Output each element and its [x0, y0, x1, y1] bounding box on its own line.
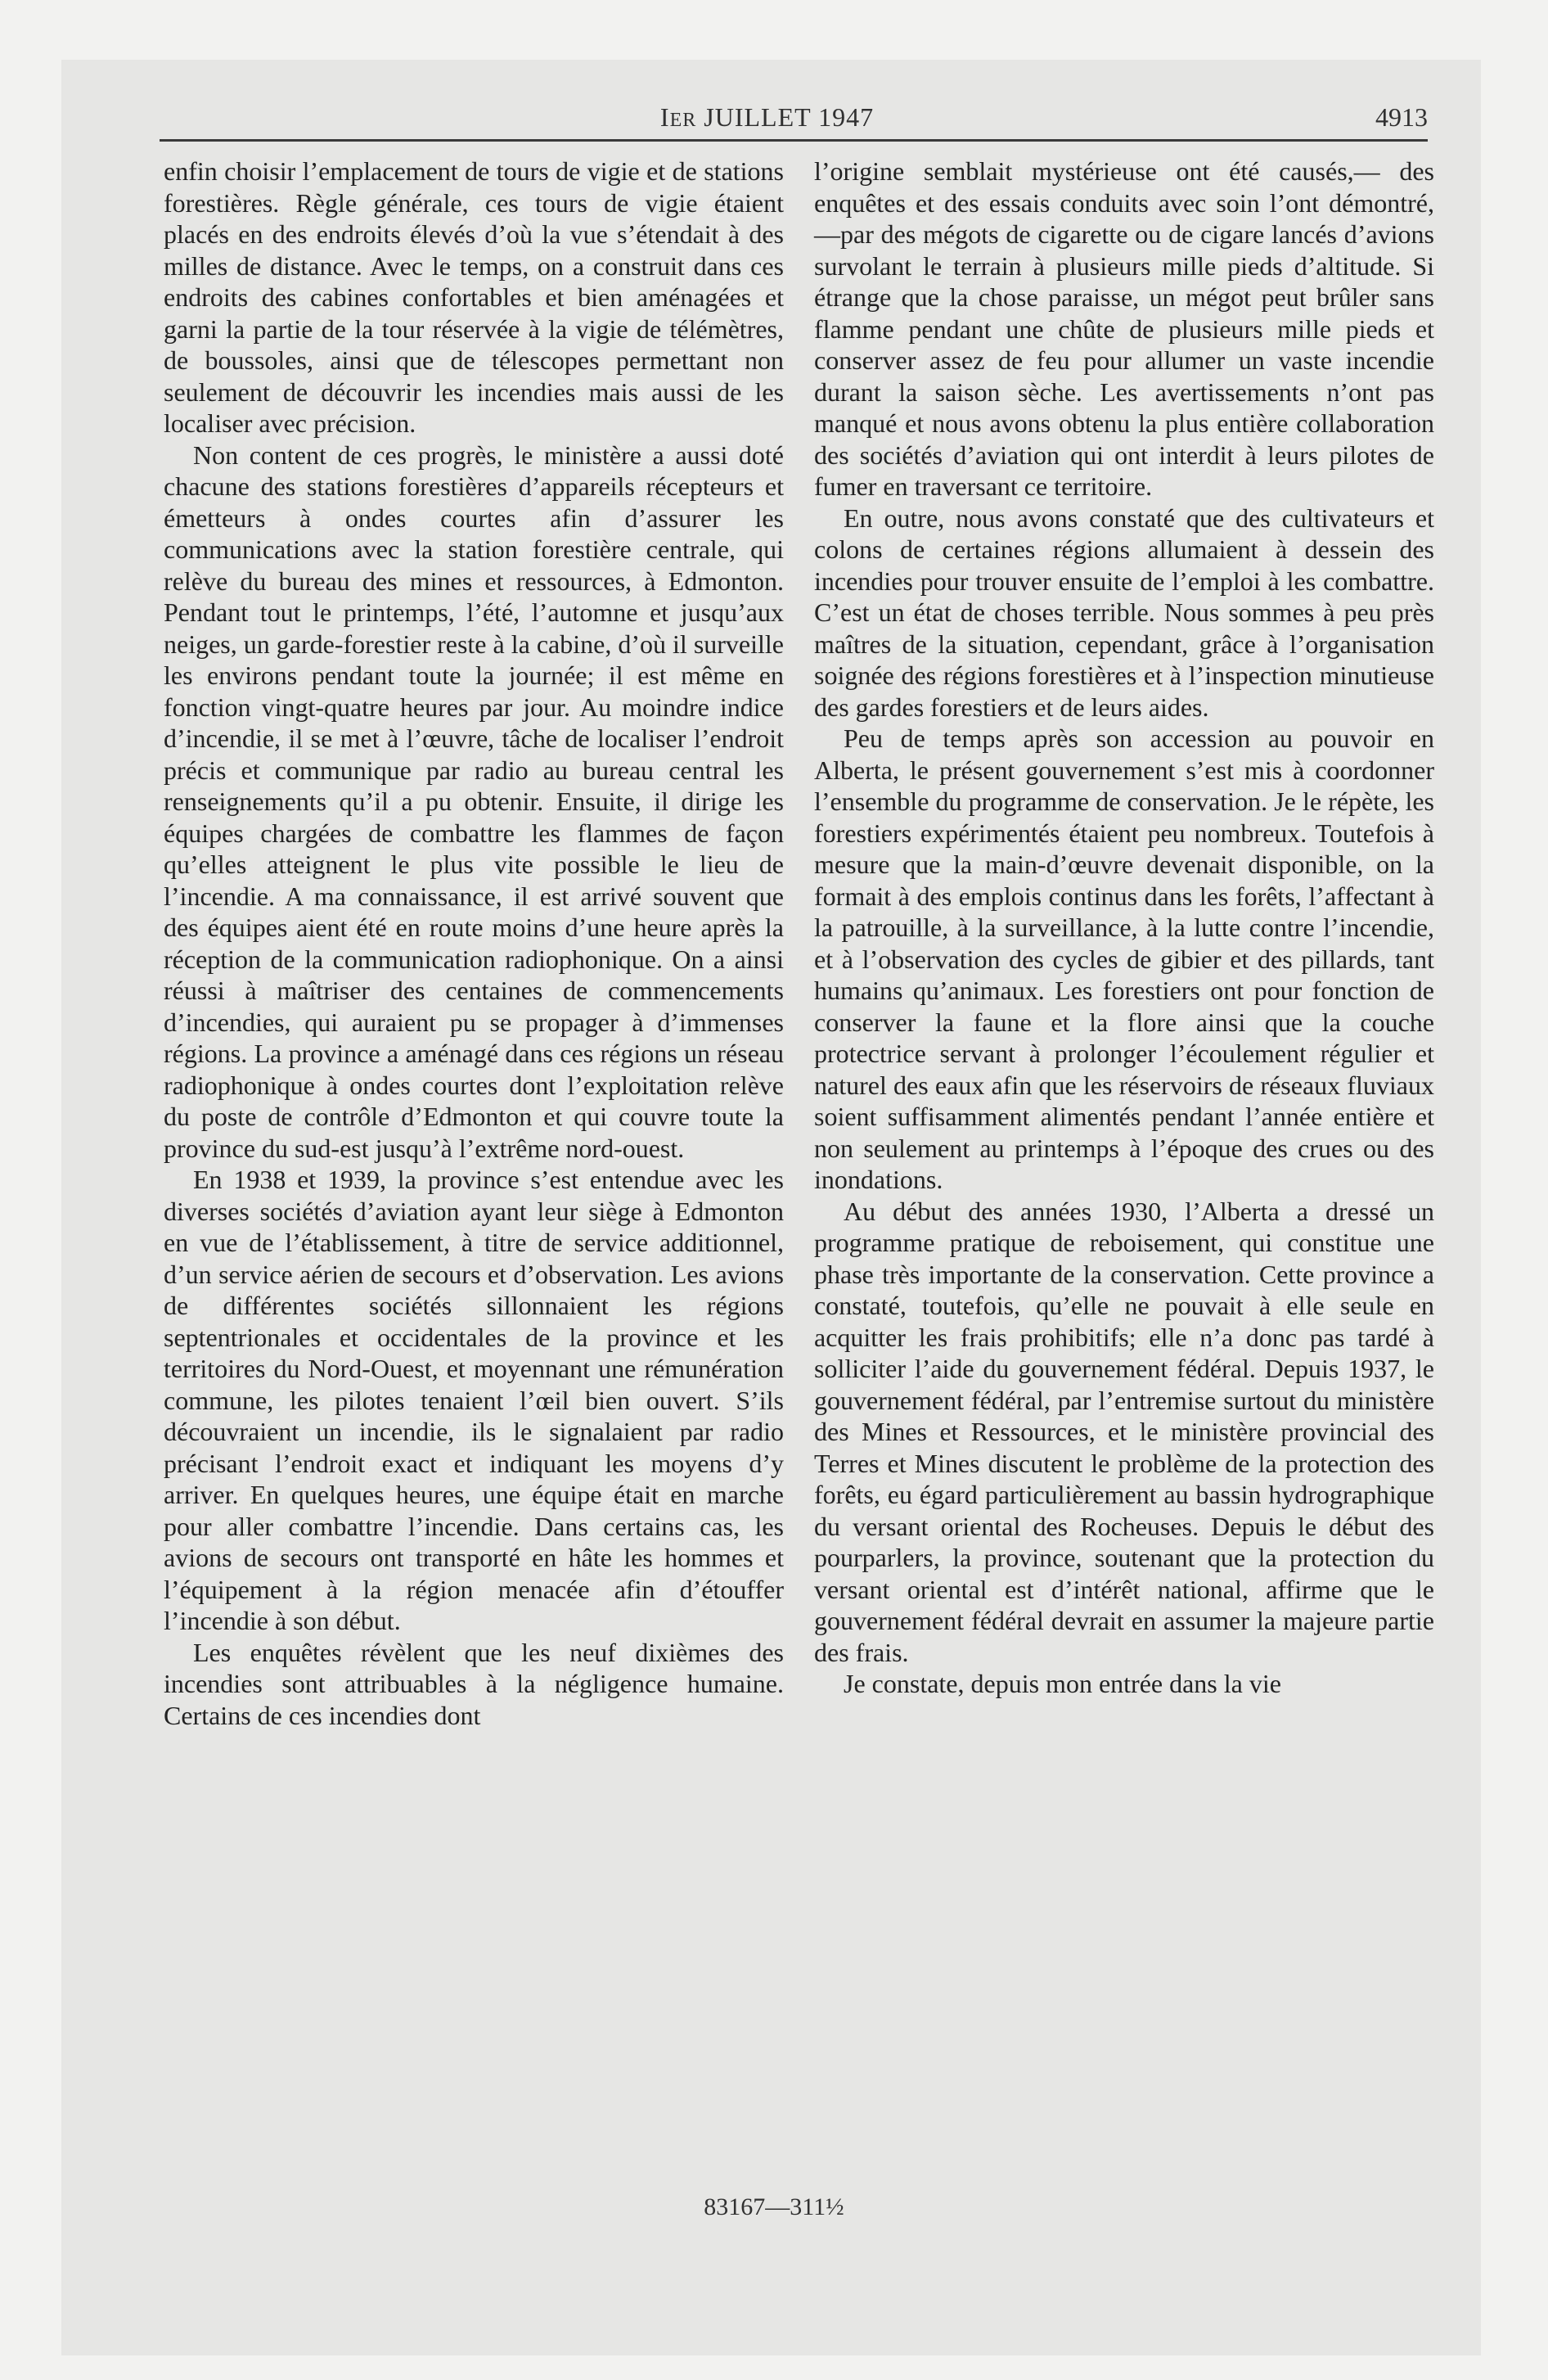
- date-prefix-small: ER: [669, 110, 697, 131]
- page-footer: 83167—311½: [704, 2193, 844, 2220]
- paragraph: enfin choisir l’emplacement de tours de vigie et de stations forestières. Règle générale, ces tours de vigie étaient placés en des endroits élevés d’où la vue s’étendait à des milles de distance. Avec le temps, on a construit dans ces endroits des cabines confortables et bien aménagées et garni la partie de la tour réservée à la vigie de télémètres, de boussoles, ainsi que de télescopes permettant non seulement de découvrir les incendies mais aussi de les localiser avec précision.: [164, 156, 784, 438]
- paragraph: En outre, nous avons constaté que des cultivateurs et colons de certaines régions allumaient à dessein des incendies pour trouver ensuite de l’emploi à les combattre. C’est un état de choses terrible. Nous sommes à peu près maîtres de la situation, cependant, grâce à l’organisation soignée des régions forestières et à l’inspection minutieuse des gardes forestiers et de leurs aides.: [814, 503, 1434, 722]
- date-rest: JUILLET 1947: [696, 102, 875, 132]
- paragraph: Les enquêtes révèlent que les neuf dixièmes des incendies sont attribuables à la négligence humaine. Certains de ces incendies dont: [164, 1637, 784, 1730]
- paragraph: l’origine semblait mystérieuse ont été causés,— des enquêtes et des essais conduits avec soin l’ont démontré,—par des mégots de cigarette ou de cigare lancés d’avions survolant le terrain à plusieurs mille pieds d’altitude. Si étrange que la chose paraisse, un mégot peut brûler sans flamme pendant une chûte de plusieurs mille pieds et conserver assez de feu pour allumer un vaste incendie durant la saison sèche. Les avertissements n’ont pas manqué et nous avons obtenu la plus entière collaboration des sociétés d’aviation qui ont interdit à leurs pilotes de fumer en traversant ce territoire.: [814, 156, 1434, 501]
- page-header: [106, 102, 1428, 135]
- page-number: 4913: [1375, 102, 1428, 132]
- page-date: [106, 102, 1428, 133]
- paragraph: Je constate, depuis mon entrée dans la vie: [844, 1669, 1281, 1698]
- left-column: [164, 156, 784, 1731]
- paragraph: En 1938 et 1939, la province s’est entendue avec les diverses sociétés d’aviation ayant leur siège à Edmonton en vue de l’établissement, à titre de service additionnel, d’un service aérien de secours et d’observation. Les avions de différentes sociétés sillonnaient les régions septentrionales et occidentales de la province et les territoires du Nord-Ouest, et moyennant une rémunération commune, les pilotes tenaient l’œil bien ouvert. S’ils découvraient un incendie, ils le signalaient par radio précisant l’endroit exact et indiquant les moyens d’y arriver. En quelques heures, une équipe était en marche pour aller combattre l’incendie. Dans certains cas, les avions de secours ont transporté en hâte les hommes et l’équipement à la région menacée afin d’étouffer l’incendie à son début.: [164, 1165, 784, 1635]
- paragraph: Non content de ces progrès, le ministère a aussi doté chacune des stations forestières d’appareils récepteurs et émetteurs à ondes courtes afin d’assurer les communications avec la station forestière centrale, qui relève du bureau des mines et ressources, à Edmonton. Pendant tout le printemps, l’été, l’automne et jusqu’aux neiges, un garde-forestier reste à la cabine, d’où il surveille les environs pendant toute la journée; il est même en fonction vingt-quatre heures par jour. Au moindre indice d’incendie, il se met à l’œuvre, tâche de localiser l’endroit précis et communique par radio au bureau central les renseignements qu’il a pu obtenir. Ensuite, il dirige les équipes chargées de combattre les flammes de façon qu’elles atteignent le plus vite possible le lieu de l’incendie. A ma connaissance, il est arrivé souvent que des équipes aient été en route moins d’une heure après la réception de la communication radiophonique. On a ainsi réussi à maîtriser des centaines de commencements d’incendies, qui auraient pu se propager à d’immenses régions. La province a aménagé dans ces régions un réseau radiophonique à ondes courtes dont l’exploitation relève du poste de contrôle d’Edmonton et qui couvre toute la province du sud-est jusqu’à l’extrême nord-ouest.: [164, 439, 784, 1163]
- paragraph: Au début des années 1930, l’Alberta a dressé un programme pratique de reboisement, qui constitue une phase très importante de la conservation. Cette province a constaté, toutefois, qu’elle ne pouvait à elle seule en acquitter les frais prohibitifs; elle n’a donc pas tardé à solliciter l’aide du gouvernement fédéral. Depuis 1937, le gouvernement fédéral, par l’entremise surtout du ministère des Mines et Ressources, et le ministère provincial des Terres et Mines discutent le problème de la protection des forêts, eu égard particulièrement au bassin hydrographique du versant oriental des Rocheuses. Depuis le début des pourparlers, la province, soutenant que la protection du versant oriental est d’intérêt national, affirme que le gouvernement fédéral devrait en assumer la majeure partie des frais.: [814, 1196, 1434, 1667]
- paragraph: Peu de temps après son accession au pouvoir en Alberta, le présent gouvernement s’est mis à coordonner l’ensemble du programme de conservation. Je le répète, les forestiers expérimentés étaient peu nombreux. Toutefois à mesure que la main-d’œuvre devenait disponible, on la formait à des emplois continus dans les forêts, l’affectant à la patrouille, à la surveillance, à la lutte contre l’incendie, et à l’observation des cycles de gibier et des pillards, tant humains qu’animaux. Les forestiers ont pour fonction de conserver la faune et la flore ainsi que la couche protectrice servant à prolonger l’écoulement régulier et naturel des eaux afin que les réservoirs de réseaux fluviaux soient suffisamment alimentés pendant l’année entière et non seulement au printemps à l’époque des crues ou des inondations.: [814, 723, 1434, 1194]
- date-prefix: I: [659, 102, 670, 132]
- header-rule: [160, 139, 1428, 142]
- right-column: [814, 156, 1434, 1700]
